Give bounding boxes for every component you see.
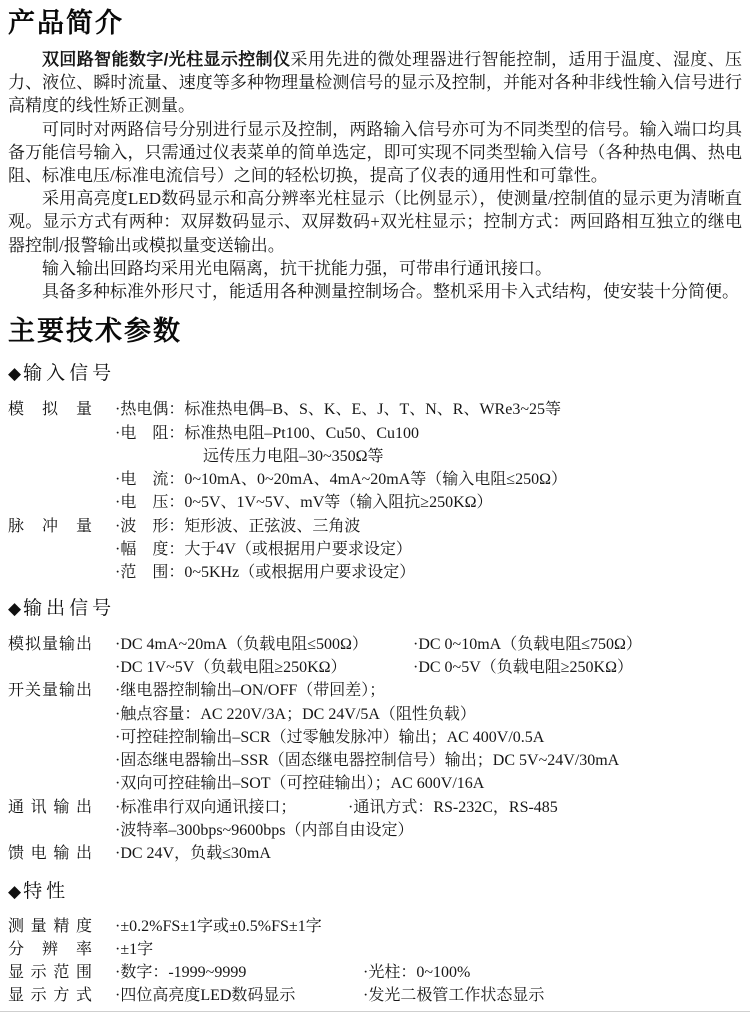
spec-value: ·波 形：矩形波、正弦波、三角波 [115, 517, 361, 535]
table-row [8, 938, 742, 961]
spec-value: ·光柱：0~100% [363, 964, 471, 982]
table-row [8, 398, 742, 421]
spec-value: ·数字：-1999~9999 [115, 964, 247, 982]
page-bottom-rule [0, 1011, 750, 1012]
features-table [8, 915, 742, 1008]
spec-label: 馈电输出 [8, 845, 92, 863]
spec-label: 测量精度 [8, 917, 92, 935]
spec-value: ·固态继电器输出–SSR（固态继电器控制信号）输出；DC 5V~24V/30mA [115, 752, 620, 770]
spec-value: ·幅 度：大于4V（或根据用户要求设定） [115, 541, 412, 559]
spec-value: ·继电器控制输出–ON/OFF（带回差）； [115, 682, 386, 700]
table-row [8, 656, 742, 679]
spec-value: ·可控硅控制输出–SCR（过零触发脉冲）输出；AC 400V/0.5A [115, 728, 545, 746]
spec-label: 显示范围 [8, 964, 92, 982]
product-name: 双回路智能数字/光柱显示控制仪 [42, 50, 291, 69]
spec-value: ·四位高亮度LED数码显示 [115, 987, 296, 1005]
table-row [8, 984, 742, 1007]
table-row [8, 842, 742, 865]
intro-paragraph-1-text: 采用先进的微处理器进行智能控制，适用于温度、湿度、压力、液位、瞬时流量、速度等多种物理量检测信号的显示及控制，并能对各种非线性输入信号进行高精度的线性矫正测量。 [8, 50, 742, 116]
intro-paragraphs [8, 48, 742, 303]
subsection-input-signal [8, 362, 742, 386]
spec-label: 通讯输出 [8, 798, 92, 816]
spec-label: 开关量输出 [8, 682, 92, 700]
table-row [8, 633, 742, 656]
table-row [8, 515, 742, 538]
spec-value: ·电 阻：标准热电阻–Pt100、Cu50、Cu100 [115, 424, 420, 442]
spec-value: ·波特率–300bps~9600bps（内部自由设定） [115, 821, 414, 839]
table-row [8, 726, 742, 749]
intro-paragraph-5: 具备多种标准外形尺寸，能适用各种测量控制场合。整机采用卡入式结构，使安装十分简便。 [42, 282, 739, 302]
diamond-icon: ◆ [8, 598, 22, 618]
subsection-features [8, 880, 742, 904]
spec-value: ·双向可控硅输出–SOT（可控硅输出）；AC 600V/16A [115, 775, 485, 793]
table-row [8, 491, 742, 514]
table-row [8, 819, 742, 842]
table-row [8, 538, 742, 561]
input-signal-table [8, 398, 742, 584]
spec-value: ·范 围：0~5KHz（或根据用户要求设定） [115, 564, 416, 582]
intro-paragraph-4: 输入输出回路均采用光电隔离，抗干扰能力强，可带串行通讯接口。 [42, 258, 552, 278]
table-row [8, 468, 742, 491]
subsection-features-label: 特性 [23, 880, 70, 902]
spec-value: ·标准串行双向通讯接口； [115, 798, 297, 816]
table-row [8, 703, 742, 726]
intro-paragraph-2: 可同时对两路信号分别进行显示及控制，两路输入信号亦可为不同类型的信号。输入端口均具备万能信号输入，只需通过仪表菜单的简单选定，即可实现不同类型输入信号（各种热电偶、热电阻、标准电压/标准电流信号）之间的轻松切换，提高了仪表的通用性和可靠性。 [8, 119, 742, 186]
spec-value: ·DC 1V~5V（负载电阻≥250KΩ） [115, 658, 347, 676]
spec-value: 远传压力电阻–30~350Ω等 [203, 447, 384, 465]
spec-label: 分辨率 [8, 940, 92, 958]
spec-label: 模拟量 [8, 401, 92, 419]
spec-value: ·发光二极管工作状态显示 [363, 987, 545, 1005]
spec-value: ·±1字 [115, 940, 154, 958]
section-title-product-intro: 产品简介 [8, 8, 124, 38]
spec-value: ·触点容量：AC 220V/3A；DC 24V/5A（阻性负载） [115, 705, 476, 723]
spec-value: ·DC 4mA~20mA（负载电阻≤500Ω） [115, 635, 368, 653]
table-row [8, 749, 742, 772]
table-row [8, 422, 742, 445]
table-row [8, 679, 742, 702]
table-row [8, 915, 742, 938]
spec-label: 脉冲量 [8, 517, 92, 535]
spec-value: ·电 压：0~5V、1V~5V、mV等（输入阻抗≥250KΩ） [115, 494, 493, 512]
spec-value: ·DC 0~5V（负载电阻≥250KΩ） [413, 658, 633, 676]
table-row [8, 961, 742, 984]
spec-value: ·±0.2%FS±1字或±0.5%FS±1字 [115, 917, 322, 935]
spec-label: 显示方式 [8, 987, 92, 1005]
spec-value: ·热电偶：标准热电偶–B、S、K、E、J、T、N、R、WRe3~25等 [115, 401, 561, 419]
spec-value: ·DC 0~10mA（负载电阻≤750Ω） [413, 635, 642, 653]
intro-paragraph-3: 采用高亮度LED数码显示和高分辨率光柱显示（比例显示），使测量/控制值的显示更为清晰直观。显示方式有两种：双屏数码显示、双屏数码+双光柱显示；控制方式：两回路相互独立的继电器控制/报警输出或模拟量变送输出。 [8, 189, 742, 255]
subsection-input-signal-label: 输入信号 [23, 363, 116, 385]
table-row [8, 772, 742, 795]
table-row [8, 561, 742, 584]
subsection-output-signal [8, 597, 742, 621]
spec-value: ·通讯方式：RS-232C，RS-485 [348, 798, 558, 816]
output-signal-table [8, 633, 742, 866]
spec-value: ·电 流：0~10mA、0~20mA、4mA~20mA等（输入电阻≤250Ω） [115, 471, 567, 489]
table-row [8, 445, 742, 468]
diamond-icon: ◆ [8, 881, 22, 901]
subsection-output-signal-label: 输出信号 [23, 597, 116, 619]
diamond-icon: ◆ [8, 364, 22, 384]
table-row [8, 796, 742, 819]
spec-label: 模拟量输出 [8, 635, 92, 653]
intro-paragraph-1 [8, 48, 742, 118]
section-title-main-parameters: 主要技术参数 [8, 316, 182, 347]
spec-value: ·DC 24V，负载≤30mA [115, 845, 271, 863]
